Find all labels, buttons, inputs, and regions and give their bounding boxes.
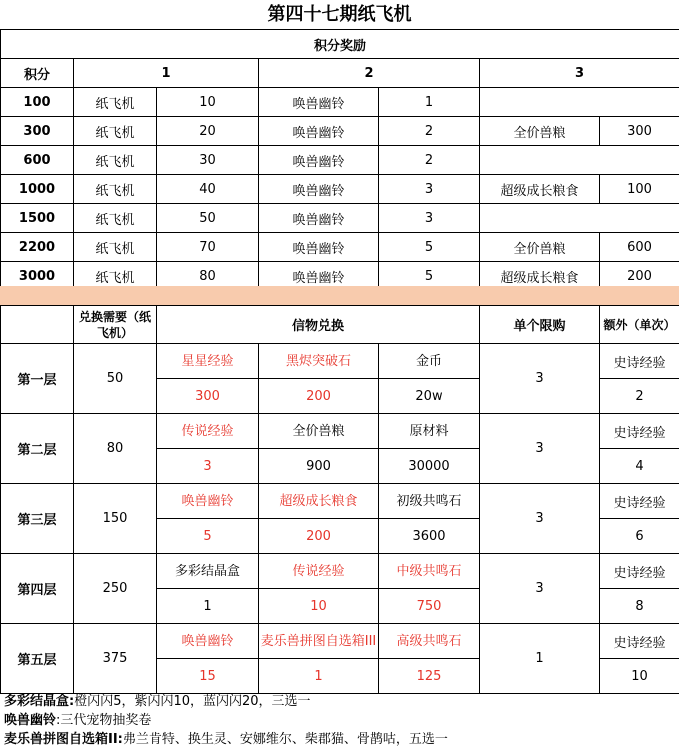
exchange-item-name: 星星经验 bbox=[157, 344, 259, 379]
tier-2-qty: 2 bbox=[379, 117, 480, 146]
exchange-item-qty: 200 bbox=[259, 519, 379, 554]
layer-name-row bbox=[1, 344, 679, 379]
table-row bbox=[1, 175, 679, 204]
exchange-item-qty: 300 bbox=[157, 379, 259, 414]
layer-name-row bbox=[1, 554, 679, 589]
note-text: :三代宠物抽奖卷 bbox=[56, 713, 152, 728]
exchange-item-qty: 750 bbox=[379, 589, 480, 624]
layer-limit: 3 bbox=[480, 554, 600, 624]
tier-1-item: 纸飞机 bbox=[74, 146, 157, 175]
exchange-item-qty: 30000 bbox=[379, 449, 480, 484]
extra-item-name: 史诗经验 bbox=[600, 484, 679, 519]
separator-band bbox=[0, 286, 679, 305]
note-text: 弗兰肯特、换生灵、安娜维尔、柴郡猫、骨鹊咕，五选一 bbox=[122, 732, 448, 747]
layer-limit: 3 bbox=[480, 414, 600, 484]
layer-name: 第一层 bbox=[1, 344, 74, 414]
table-row bbox=[1, 117, 679, 146]
tier-1-qty: 70 bbox=[157, 233, 259, 262]
tier-3-header: 3 bbox=[480, 59, 679, 88]
points-value: 2200 bbox=[1, 233, 74, 262]
tier-3-item: 全价兽粮 bbox=[480, 117, 600, 146]
note-label: 多彩结晶盒: bbox=[4, 694, 75, 709]
points-value: 3000 bbox=[1, 262, 74, 291]
exchange-item-name: 麦乐兽拼图自选箱III bbox=[259, 624, 379, 659]
tier-2-qty: 3 bbox=[379, 204, 480, 233]
exchange-item-qty: 125 bbox=[379, 659, 480, 694]
tier-1-qty: 40 bbox=[157, 175, 259, 204]
exchange-item-qty: 200 bbox=[259, 379, 379, 414]
layer-name: 第三层 bbox=[1, 484, 74, 554]
extra-item-qty: 6 bbox=[600, 519, 679, 554]
tier-2-item: 唤兽幽铃 bbox=[259, 204, 379, 233]
layer-limit: 3 bbox=[480, 484, 600, 554]
tier-2-item: 唤兽幽铃 bbox=[259, 262, 379, 291]
tier-1-qty: 20 bbox=[157, 117, 259, 146]
tier-1-qty: 80 bbox=[157, 262, 259, 291]
token-exchange-table bbox=[0, 305, 679, 694]
tier-1-qty: 50 bbox=[157, 204, 259, 233]
points-value: 1500 bbox=[1, 204, 74, 233]
tier-2-qty: 3 bbox=[379, 175, 480, 204]
tier-1-qty: 10 bbox=[157, 88, 259, 117]
layer-limit: 1 bbox=[480, 624, 600, 694]
layer-cost: 50 bbox=[74, 344, 157, 414]
tier-2-item: 唤兽幽铃 bbox=[259, 88, 379, 117]
points-value: 1000 bbox=[1, 175, 74, 204]
extra-item-qty: 4 bbox=[600, 449, 679, 484]
extra-item-qty: 10 bbox=[600, 659, 679, 694]
header-empty bbox=[1, 306, 74, 344]
exchange-item-qty: 15 bbox=[157, 659, 259, 694]
layer-name-row bbox=[1, 624, 679, 659]
note-label: 唤兽幽铃 bbox=[4, 713, 57, 728]
tier-1-item: 纸飞机 bbox=[74, 204, 157, 233]
limit-column-header: 单个限购 bbox=[480, 306, 600, 344]
exchange-item-qty: 3600 bbox=[379, 519, 480, 554]
table-row bbox=[1, 204, 679, 233]
layer-cost: 80 bbox=[74, 414, 157, 484]
extra-item-name: 史诗经验 bbox=[600, 624, 679, 659]
tier-3-empty bbox=[480, 204, 679, 233]
extra-column-header: 额外（单次） bbox=[600, 306, 679, 344]
tier-1-item: 纸飞机 bbox=[74, 233, 157, 262]
reward-column-header-row bbox=[1, 59, 679, 88]
items-column-header: 信物兑换 bbox=[157, 306, 480, 344]
exchange-item-qty: 5 bbox=[157, 519, 259, 554]
page-title: 第四十七期纸飞机 bbox=[267, 4, 412, 25]
notes bbox=[4, 692, 679, 749]
tier-3-qty: 300 bbox=[600, 117, 679, 146]
tier-2-item: 唤兽幽铃 bbox=[259, 233, 379, 262]
layer-name: 第五层 bbox=[1, 624, 74, 694]
reward-section-title: 积分奖励 bbox=[1, 30, 679, 59]
reward-section-header-row bbox=[1, 30, 679, 59]
tier-3-item: 超级成长粮食 bbox=[480, 175, 600, 204]
exchange-item-qty: 3 bbox=[157, 449, 259, 484]
tier-2-qty: 5 bbox=[379, 233, 480, 262]
extra-item-name: 史诗经验 bbox=[600, 414, 679, 449]
points-reward-table bbox=[0, 29, 679, 291]
points-column-header: 积分 bbox=[1, 59, 74, 88]
extra-item-name: 史诗经验 bbox=[600, 554, 679, 589]
tier-1-item: 纸飞机 bbox=[74, 117, 157, 146]
table-row bbox=[1, 146, 679, 175]
exchange-item-name: 中级共鸣石 bbox=[379, 554, 480, 589]
exchange-item-qty: 1 bbox=[157, 589, 259, 624]
layer-name: 第四层 bbox=[1, 554, 74, 624]
tier-3-qty: 100 bbox=[600, 175, 679, 204]
tier-2-item: 唤兽幽铃 bbox=[259, 146, 379, 175]
layer-name: 第二层 bbox=[1, 414, 74, 484]
extra-item-name: 史诗经验 bbox=[600, 344, 679, 379]
exchange-item-name: 传说经验 bbox=[157, 414, 259, 449]
tier-2-qty: 5 bbox=[379, 262, 480, 291]
exchange-item-qty: 1 bbox=[259, 659, 379, 694]
points-value: 300 bbox=[1, 117, 74, 146]
note-line bbox=[4, 711, 679, 730]
tier-2-header: 2 bbox=[259, 59, 480, 88]
exchange-item-name: 全价兽粮 bbox=[259, 414, 379, 449]
tier-1-header: 1 bbox=[74, 59, 259, 88]
tier-1-item: 纸飞机 bbox=[74, 262, 157, 291]
tier-1-item: 纸飞机 bbox=[74, 175, 157, 204]
layer-limit: 3 bbox=[480, 344, 600, 414]
tier-1-qty: 30 bbox=[157, 146, 259, 175]
exchange-item-qty: 20w bbox=[379, 379, 480, 414]
exchange-item-name: 高级共鸣石 bbox=[379, 624, 480, 659]
tier-3-item: 超级成长粮食 bbox=[480, 262, 600, 291]
tier-3-qty: 600 bbox=[600, 233, 679, 262]
layer-cost: 375 bbox=[74, 624, 157, 694]
extra-item-qty: 8 bbox=[600, 589, 679, 624]
extra-item-qty: 2 bbox=[600, 379, 679, 414]
note-label: 麦乐兽拼图自选箱II: bbox=[4, 732, 123, 747]
tier-3-qty: 200 bbox=[600, 262, 679, 291]
tier-2-item: 唤兽幽铃 bbox=[259, 175, 379, 204]
tier-1-item: 纸飞机 bbox=[74, 88, 157, 117]
exchange-item-name: 多彩结晶盒 bbox=[157, 554, 259, 589]
exchange-item-name: 传说经验 bbox=[259, 554, 379, 589]
layer-name-row bbox=[1, 484, 679, 519]
layer-cost: 150 bbox=[74, 484, 157, 554]
exchange-header-row bbox=[1, 306, 679, 344]
points-value: 100 bbox=[1, 88, 74, 117]
exchange-item-name: 唤兽幽铃 bbox=[157, 484, 259, 519]
exchange-item-qty: 900 bbox=[259, 449, 379, 484]
points-value: 600 bbox=[1, 146, 74, 175]
exchange-item-name: 原材料 bbox=[379, 414, 480, 449]
exchange-item-name: 黑烬突破石 bbox=[259, 344, 379, 379]
exchange-item-name: 超级成长粮食 bbox=[259, 484, 379, 519]
note-line bbox=[4, 730, 679, 749]
tier-2-item: 唤兽幽铃 bbox=[259, 117, 379, 146]
tier-2-qty: 1 bbox=[379, 88, 480, 117]
tier-2-qty: 2 bbox=[379, 146, 480, 175]
exchange-item-name: 金币 bbox=[379, 344, 480, 379]
tier-3-item: 全价兽粮 bbox=[480, 233, 600, 262]
table-row bbox=[1, 88, 679, 117]
cost-column-header: 兑换需要（纸飞机） bbox=[74, 306, 157, 344]
exchange-item-name: 唤兽幽铃 bbox=[157, 624, 259, 659]
note-text: 橙闪闪5，紫闪闪10，蓝闪闪20，三选一 bbox=[74, 694, 311, 709]
table-row bbox=[1, 233, 679, 262]
exchange-item-name: 初级共鸣石 bbox=[379, 484, 480, 519]
layer-name-row bbox=[1, 414, 679, 449]
tier-3-empty bbox=[480, 146, 679, 175]
layer-cost: 250 bbox=[74, 554, 157, 624]
exchange-item-qty: 10 bbox=[259, 589, 379, 624]
tier-3-empty bbox=[480, 88, 679, 117]
note-line bbox=[4, 692, 679, 711]
